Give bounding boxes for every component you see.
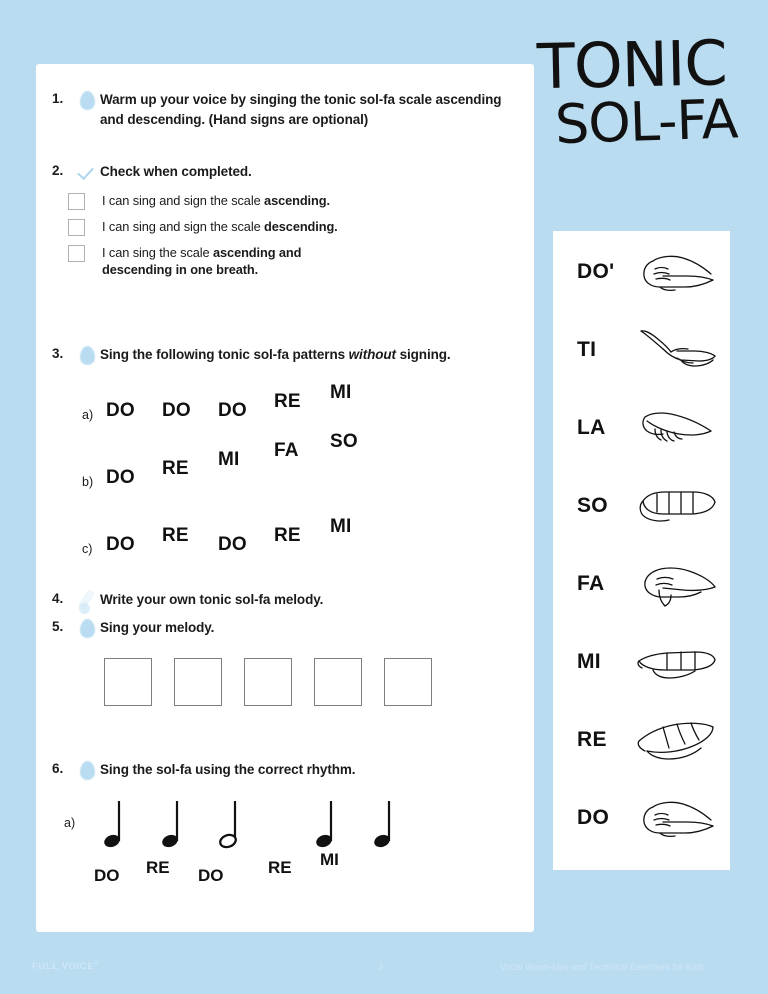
title-line-tonic: TONIC	[536, 26, 728, 104]
page-title	[536, 26, 752, 157]
quarter-note	[160, 798, 186, 855]
quarter-note	[372, 798, 398, 855]
solfa-syllable: MI	[330, 516, 352, 537]
task-1-text: Warm up your voice by singing the tonic sol-fa scale ascending and descending. (Hand signs are optional)	[100, 92, 502, 127]
solfa-syllable: RE	[162, 458, 189, 479]
melody-box[interactable]	[314, 658, 362, 706]
droplet-sing-icon	[74, 90, 100, 110]
rhythm-syllable: DO	[198, 866, 224, 885]
task-4-number: 4.	[52, 591, 64, 606]
melody-box[interactable]	[104, 658, 152, 706]
checklist-item[interactable]	[68, 244, 468, 279]
hand-sign-row-do-high	[553, 235, 730, 309]
vertical-palm-hand-sign-icon	[633, 478, 717, 534]
solfa-syllable: RE	[162, 525, 189, 546]
task-6-text: Sing the sol-fa using the correct rhythm.	[100, 762, 356, 777]
solfa-syllable: DO	[106, 467, 135, 488]
footer-page-number: 3	[378, 961, 384, 973]
solfa-syllable: DO	[106, 400, 135, 421]
task-3	[52, 345, 492, 365]
melody-answer-boxes	[104, 658, 432, 706]
droplet-sing-icon	[74, 618, 100, 638]
solfa-pattern-row-c	[82, 512, 422, 558]
completion-checklist	[68, 192, 468, 287]
drooping-hand-sign-icon	[633, 400, 717, 456]
checkbox-ascending[interactable]	[68, 193, 85, 210]
melody-box[interactable]	[244, 658, 292, 706]
hand-sign-label: FA	[577, 572, 605, 595]
title-line-solfa: SOL-FA	[554, 87, 739, 157]
task-2-text: Check when completed.	[100, 164, 252, 179]
rhythm-notation-row	[64, 790, 464, 900]
task-4	[52, 590, 472, 611]
checklist-label-2: I can sing and sign the scale descending.	[102, 219, 338, 234]
task-5-text: Sing your melody.	[100, 620, 215, 635]
solfa-syllable: DO	[162, 400, 191, 421]
hand-sign-label: DO	[577, 806, 610, 829]
pattern-letter-c: c)	[82, 542, 93, 556]
checklist-item[interactable]	[68, 218, 468, 236]
task-3-number: 3.	[52, 346, 64, 361]
hand-sign-label: MI	[577, 650, 601, 673]
hand-sign-label: DO'	[577, 260, 615, 283]
hand-sign-row-la	[553, 391, 730, 465]
melody-box[interactable]	[384, 658, 432, 706]
page-footer	[0, 952, 768, 982]
thumb-down-hand-sign-icon	[633, 556, 717, 612]
solfa-syllable: FA	[274, 440, 299, 461]
solfa-pattern-row-b	[82, 431, 422, 491]
flat-palm-hand-sign-icon	[633, 634, 717, 690]
checkbox-descending[interactable]	[68, 219, 85, 236]
checkmark-icon	[74, 162, 100, 179]
pattern-letter-b: b)	[82, 475, 94, 489]
rhythm-syllable: MI	[320, 850, 339, 869]
task-4-text: Write your own tonic sol-fa melody.	[100, 592, 324, 607]
solfa-syllable: RE	[274, 525, 301, 546]
droplet-sing-icon	[74, 760, 100, 780]
checklist-item[interactable]	[68, 192, 468, 210]
hand-sign-label: RE	[577, 728, 607, 751]
hand-sign-row-re	[553, 703, 730, 777]
quarter-note	[102, 798, 128, 855]
checklist-label-1: I can sing and sign the scale ascending.	[102, 193, 330, 208]
hand-sign-row-do	[553, 781, 730, 855]
solfa-syllable: SO	[330, 431, 358, 452]
hand-sign-label: LA	[577, 416, 606, 439]
solfa-syllable: DO	[106, 534, 135, 555]
pattern-letter-a: a)	[82, 408, 94, 422]
index-point-up-hand-sign-icon	[633, 322, 717, 378]
fist-hand-sign-icon	[633, 790, 717, 846]
solfa-syllable: DO	[218, 534, 247, 555]
half-note	[218, 798, 244, 855]
hand-sign-label: SO	[577, 494, 608, 517]
angled-palm-hand-sign-icon	[633, 712, 717, 768]
solfa-syllable: MI	[330, 382, 352, 403]
task-1	[52, 90, 502, 129]
droplet-sing-icon	[74, 345, 100, 365]
task-1-number: 1.	[52, 91, 64, 106]
quarter-note	[314, 798, 340, 855]
task-5	[52, 618, 472, 638]
checkbox-one-breath[interactable]	[68, 245, 85, 262]
hand-sign-row-ti	[553, 313, 730, 387]
rhythm-letter-a: a)	[64, 816, 76, 830]
footer-note: Vocal Warm-Ups and Technical Exercises for Kids	[500, 962, 704, 972]
pencil-icon	[74, 590, 100, 611]
solfa-pattern-row-a	[82, 378, 422, 424]
checklist-label-3: I can sing the scale ascending and descending in one breath.	[102, 245, 302, 278]
hand-sign-label: TI	[577, 338, 597, 361]
solfa-syllable: RE	[274, 391, 301, 412]
task-3-text: Sing the following tonic sol-fa patterns without signing.	[100, 347, 451, 362]
hand-sign-row-mi	[553, 625, 730, 699]
fist-raised-hand-sign-icon	[633, 244, 717, 300]
hand-sign-row-so	[553, 469, 730, 543]
melody-box[interactable]	[174, 658, 222, 706]
solfa-syllable: MI	[218, 449, 240, 470]
task-2-number: 2.	[52, 163, 64, 178]
solfa-syllable: DO	[218, 400, 247, 421]
footer-brand: FULL VOICE®	[32, 961, 100, 973]
rhythm-syllable: RE	[268, 858, 292, 877]
task-6	[52, 760, 472, 780]
task-5-number: 5.	[52, 619, 64, 634]
hand-sign-reference-panel	[553, 231, 730, 870]
rhythm-syllable: DO	[94, 866, 120, 885]
task-2	[52, 162, 472, 182]
task-6-number: 6.	[52, 761, 64, 776]
rhythm-syllable: RE	[146, 858, 170, 877]
hand-sign-row-fa	[553, 547, 730, 621]
